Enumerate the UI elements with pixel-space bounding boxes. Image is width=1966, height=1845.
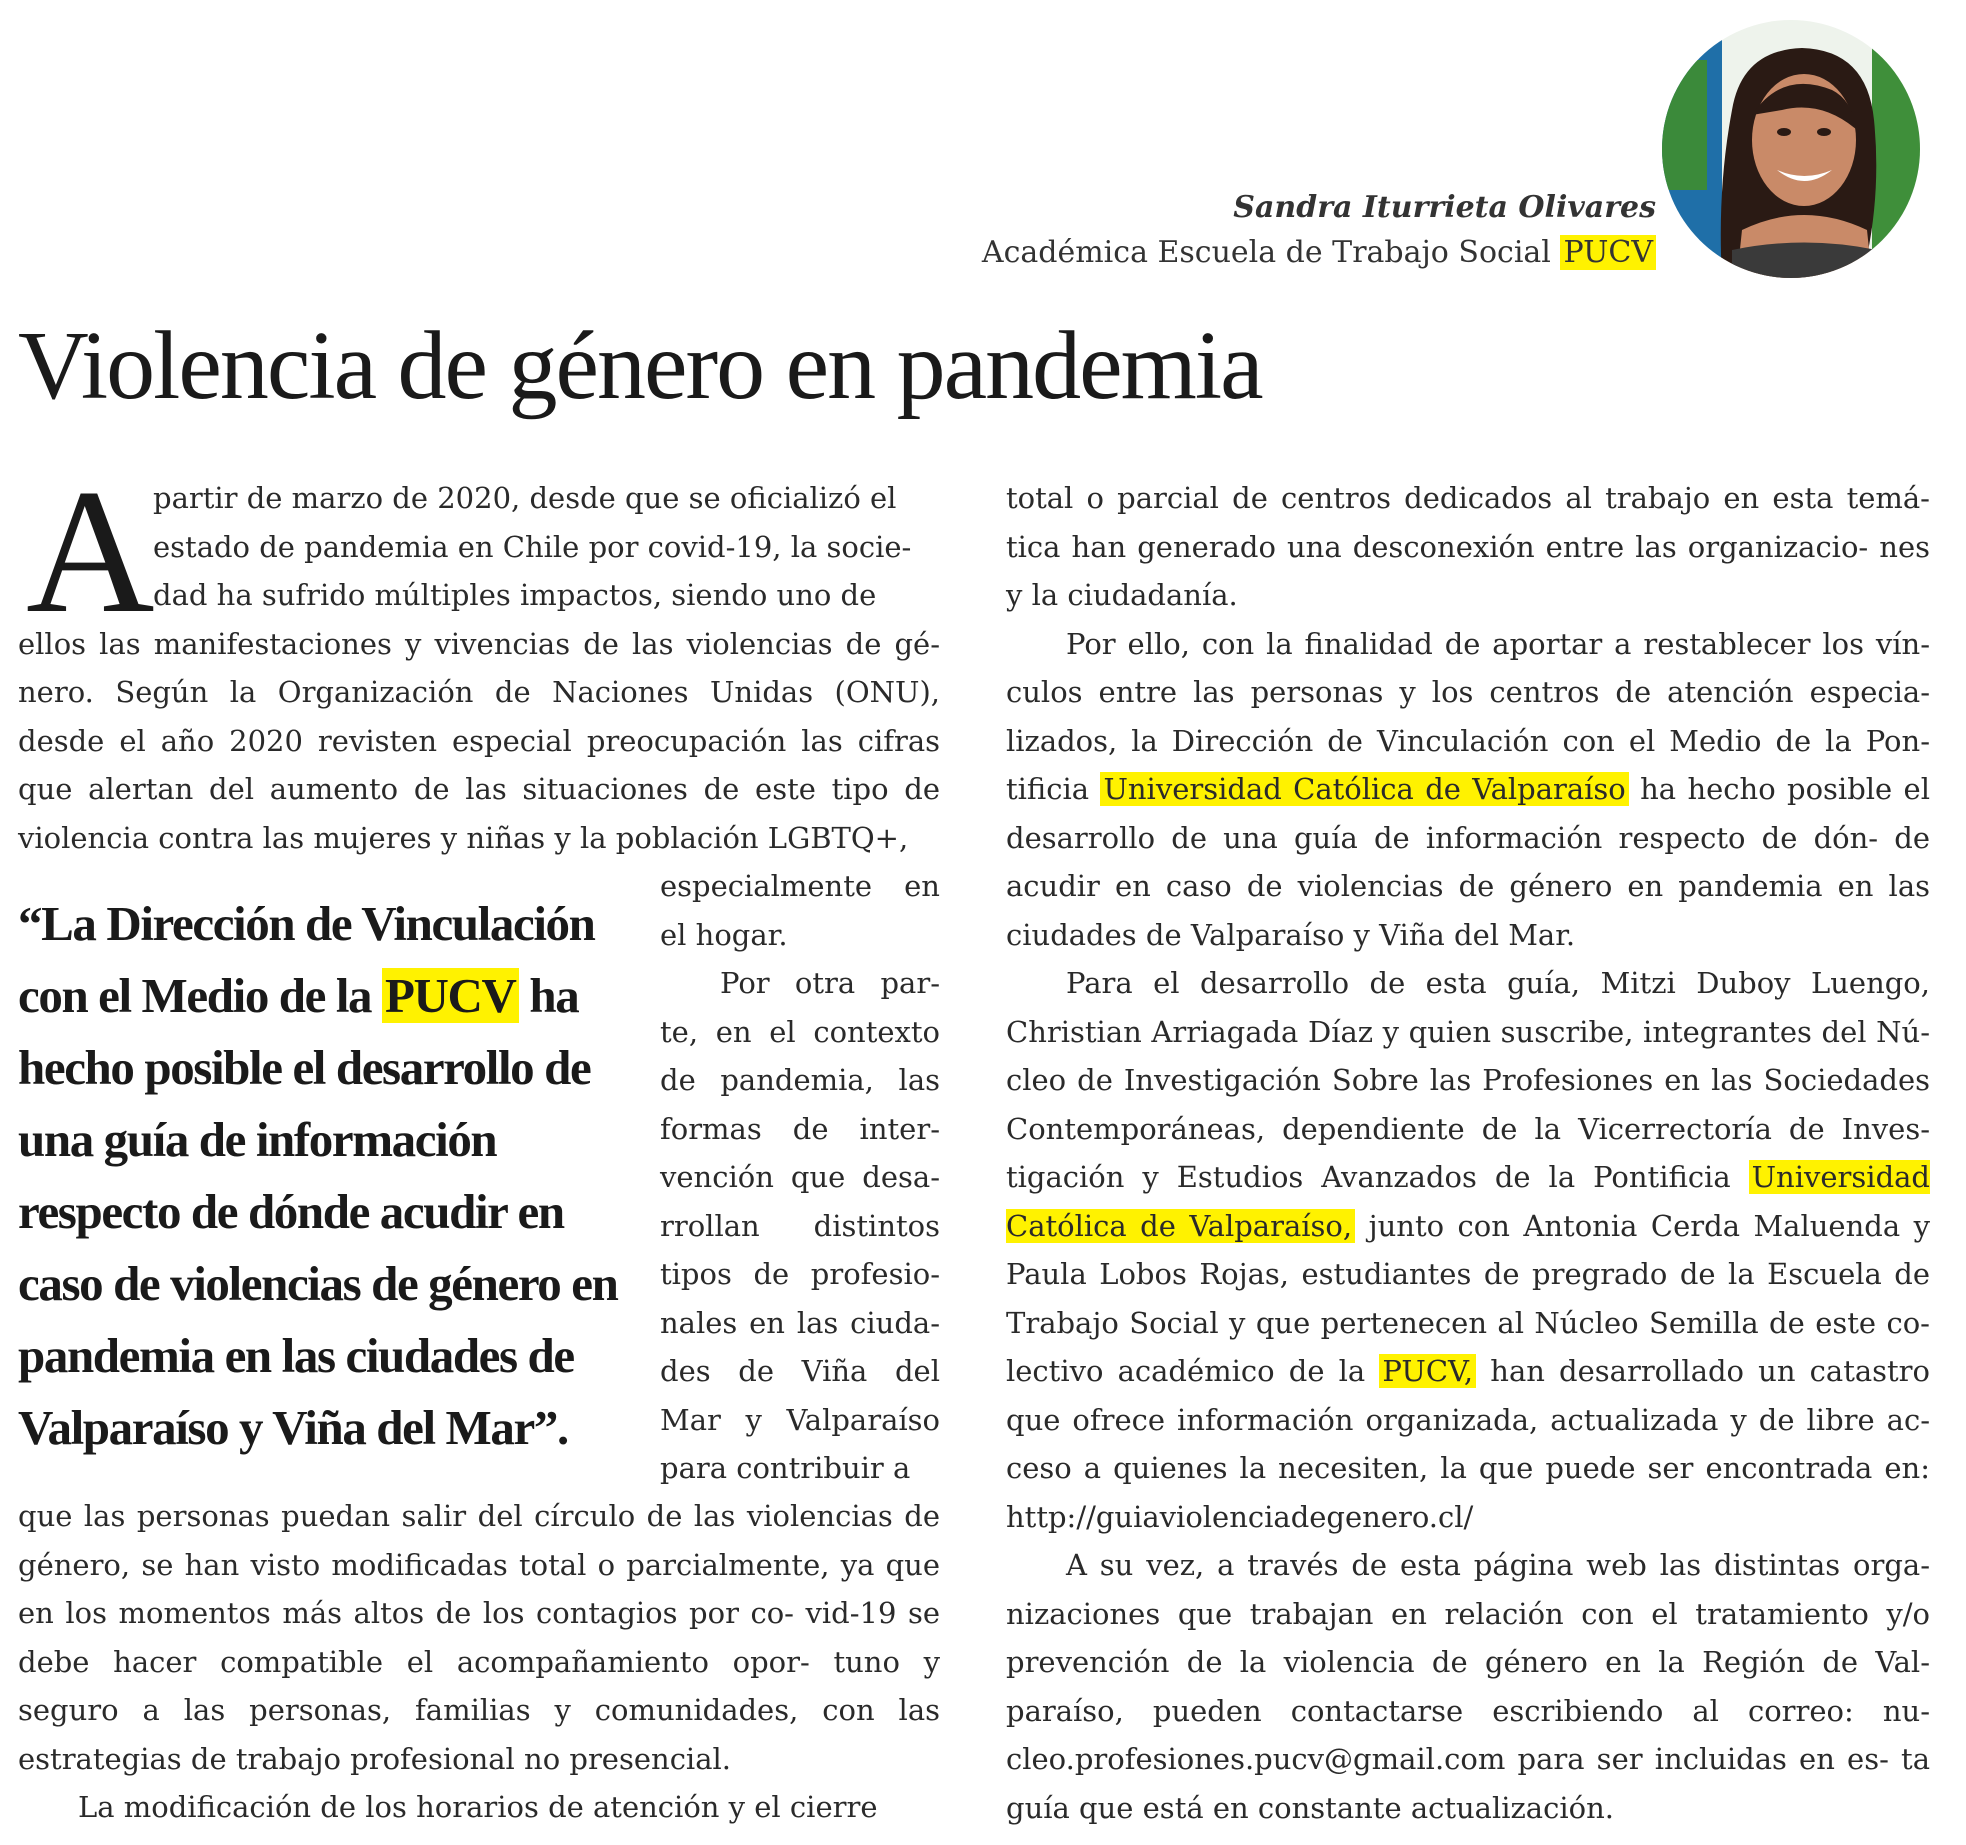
paragraph-2-end: que las personas puedan salir del círculo de las violencias de género, se han visto modificadas total o parcialmente, ya que en los momentos más altos de los contagios por co- vid-19 se debe hacer compatible el acompañamiento opor- tuno y seguro a las personas, familias y comunidades, con las estrategias de trabajo profesional no presencial. [18, 1499, 940, 1776]
paragraph-5-text-c: han desarrollado un catastro que ofrece información organizada, actualizada y de libre ac- ceso a quienes la necesiten, la que puede ser encontrada en: http://guiaviolenciadegenero.cl/ [1006, 1354, 1930, 1534]
paragraph-5-highlight-2: PUCV, [1379, 1354, 1476, 1388]
intro-first-lines [153, 474, 940, 620]
paragraph-3-end: total o parcial de centros dedicados al trabajo en esta temá- tica han generado una desconexión entre las organizacio- nes y la ciudadanía. [1006, 481, 1930, 612]
paragraph-5-text-a: Para el desarrollo de esta guía, Mitzi Duboy Luengo, Christian Arriagada Díaz y quien suscribe, integrantes del Nú- cleo de Investigación Sobre las Profesiones en las Sociedades Contemporáneas, dependiente de la Vicerrectoría de Inves- tigación y Estudios Avanzados de la Pontificia [1006, 966, 1930, 1194]
side-column [660, 862, 940, 1493]
paragraph-2-start: Por otra par- te, en el contexto de pandemia, las formas de inter- vención que desa- rrollan distintos tipos de profesio- nales en las ciuda- des de Viña del Mar y Valparaíso para contribuir a [660, 966, 940, 1485]
headline: Violencia de género en pandemia [18, 312, 1262, 420]
paragraph-3-start: La modificación de los horarios de atención y el cierre [78, 1790, 878, 1824]
paragraph-4-highlight: Universidad Católica de Valparaíso [1100, 772, 1628, 806]
paragraph-6: A su vez, a través de esta página web las distintas orga- nizaciones que trabajan en relación con el tratamiento y/o prevención de la violencia de género en la Región de Val- paraíso, pueden contactarse escribiendo al correo: nu- cleo.profesiones.pucv@gmail.com para ser incluidas en es- ta guía que está en constante actualización. [1006, 1548, 1930, 1825]
drop-cap: A [26, 452, 155, 650]
left-column-bottom [18, 1492, 940, 1832]
author-portrait-icon [1662, 20, 1920, 278]
right-column [1006, 474, 1930, 1832]
paragraph-5-text-b: junto con Antonia Cerda Maluenda y Paula Lobos Rojas, estudiantes de pregrado de la Escuela de Trabajo Social y que pertenecen al Núcleo Semilla de este co- lectivo académico de la [1006, 1208, 1930, 1388]
intro-line-2: estado de pandemia en Chile por covid-19, la socie- [153, 529, 912, 564]
paragraph-4-text-a: Por ello, con la finalidad de aportar a restablecer los vín- culos entre las personas y los centros de atención especia- lizados, la Dirección de Vinculación con el Medio de la Pon- tificia [1006, 626, 1930, 806]
author-role [982, 235, 1656, 270]
intro-line-1: partir de marzo de 2020, desde que se oficializó el [153, 481, 897, 515]
pull-quote-highlight: PUCV [382, 968, 519, 1023]
pull-quote-text-1: “La Dirección de Vinculación con el Medio de la [18, 896, 595, 1023]
intro-paragraph-end: especialmente en el hogar. [660, 869, 940, 952]
intro-line-3: dad ha sufrido múltiples impactos, siendo uno de [153, 578, 877, 612]
paragraph-5 [1006, 959, 1930, 1541]
intro-paragraph: ellos las manifestaciones y vivencias de las violencias de gé- nero. Según la Organización de Naciones Unidas (ONU), desde el año 2020 revisten especial preocupación las cifras que alertan del aumento de las situaciones de este tipo de violencia contra las mujeres y niñas y la población LGBTQ+, [18, 626, 940, 855]
author-role-highlight: PUCV [1560, 235, 1656, 270]
author-role-text: Académica Escuela de Trabajo Social [981, 235, 1561, 270]
paragraph-4 [1006, 620, 1930, 960]
author-photo [1662, 20, 1920, 278]
pull-quote [18, 888, 658, 1464]
paragraph-5-highlight-1: Universidad Católica de Valparaíso, [1006, 1160, 1930, 1243]
paragraph-4-text-b: ha hecho posible el desarrollo de una guía de información respecto de dón- de acudir en caso de violencias de género en pandemia en las ciudades de Valparaíso y Viña del Mar. [1006, 772, 1930, 952]
author-name: Sandra Iturrieta Olivares [1233, 190, 1656, 225]
author-byline [982, 190, 1656, 270]
pull-quote-text-2: ha hecho posible el desarrollo de una guía de información respecto de dónde acudir en caso de violencias de género en pandemia en las ciudades de Valparaíso y Viña del Mar”. [18, 968, 618, 1455]
